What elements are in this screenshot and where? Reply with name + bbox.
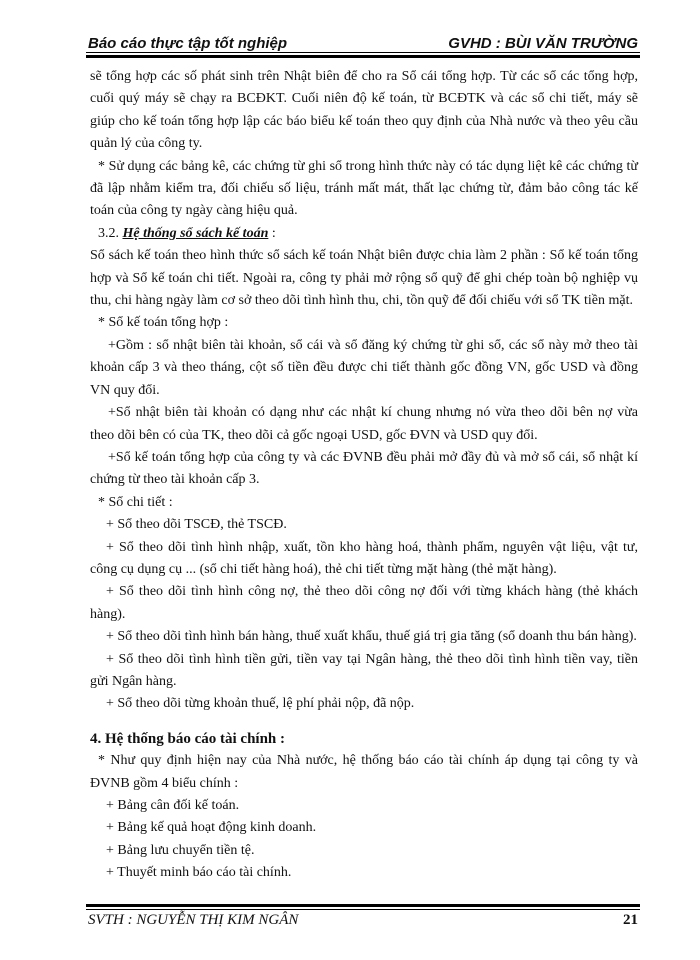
section-heading-3-2 [90, 223, 638, 245]
page-number: 21 [623, 912, 638, 928]
page-header [88, 26, 638, 52]
footer-rule-thick [86, 904, 640, 907]
list-item: + Sổ theo dõi từng khoản thuế, lệ phí phải nộp, đã nộp. [106, 696, 415, 712]
list-item: + Sổ theo dõi tình hình tiền gửi, tiền vay tại Ngân hàng, thẻ theo dõi tình hình tiền vay, tiền gửi Ngân hàng. [90, 651, 638, 689]
page-footer [88, 912, 638, 929]
list-item: +Gồm : sổ nhật biên tài khoản, sổ cái và sổ đăng ký chứng từ ghi sổ, các sổ này mở theo tài khoản cấp 3 và theo tháng, cột số tiền đều được chi tiết thành gốc đồng VN, gốc USD và đồng VN quy đổi. [90, 337, 638, 398]
header-supervisor: GVHD : BÙI VĂN TRƯỜNG [448, 35, 638, 52]
footer-student-name: SVTH : NGUYỄN THỊ KIM NGÂN [88, 912, 299, 928]
paragraph: sẽ tổng hợp các số phát sinh trên Nhật biên để cho ra Sổ cái tổng hợp. Từ các sổ các tổng hợp, cuối quý máy sẽ chạy ra BCĐKT. Cuối niên độ kế toán, từ BCĐTK và các sổ chi tiết, máy sẽ giúp cho kế toán tổng hợp lập các báo biểu kế toán theo quy định của Nhà nước và theo yêu cầu quản lý của công ty. [90, 69, 638, 152]
list-item: + Thuyết minh báo cáo tài chính. [106, 865, 292, 881]
paragraph: * Sử dụng các bảng kê, các chứng từ ghi sổ trong hình thức này có tác dụng liệt kê các chứng từ đã lập nhằm kiểm tra, đối chiếu số liệu, tránh mất mát, thất lạc chứng từ, đảm bảo công tác kế toán của công ty ngày càng hiệu quả. [90, 158, 638, 219]
list-item: + Bảng cân đối kế toán. [106, 798, 240, 813]
footer-rule-thin [86, 909, 640, 910]
list-item: + Sổ theo dõi tình hình nhập, xuất, tồn kho hàng hoá, thành phẩm, nguyên vật liệu, vật tư, công cụ dụng cụ ... (sổ chi tiết hàng hoá), thẻ chi tiết từng mặt hàng (thẻ mặt hàng). [90, 539, 638, 577]
list-item: +Sổ nhật biên tài khoản có dạng như các nhật kí chung nhưng nó vừa theo dõi bên nợ vừa theo dõi bên có của TK, theo dõi cả gốc ngoại USD, gốc ĐVN và USD quy đổi. [90, 405, 638, 443]
section-colon: : [268, 225, 276, 241]
section-number: 3.2. [98, 225, 119, 241]
list-item: + Bảng kế quả hoạt động kinh doanh. [106, 820, 317, 836]
section-heading-4: 4. Hệ thống báo cáo tài chính : [90, 730, 286, 747]
section-title: Hệ thống sổ sách kế toán [122, 225, 269, 241]
header-rule-thin [86, 52, 640, 53]
header-rule-thick [86, 55, 640, 58]
paragraph: * Như quy định hiện nay của Nhà nước, hệ thống báo cáo tài chính áp dụng tại công ty và ĐVNB gồm 4 biểu chính : [90, 753, 638, 791]
list-item: +Sổ kế toán tổng hợp của công ty và các ĐVNB đều phải mở đầy đủ và mở sổ cái, sổ nhật kí chứng từ theo tài khoản cấp 3. [90, 449, 638, 488]
subheading: * Sổ chi tiết : [98, 494, 173, 510]
list-item: + Sổ theo dõi tình hình bán hàng, thuế xuất khẩu, thuế giá trị gia tăng (sổ doanh thu bán hàng). [106, 629, 637, 645]
list-item: + Bảng lưu chuyển tiền tệ. [106, 842, 255, 858]
page-content [90, 66, 638, 885]
subheading: * Sổ kế toán tổng hợp : [98, 315, 229, 331]
paragraph: Sổ sách kế toán theo hình thức sổ sách kế toán Nhật biên được chia làm 2 phần : Sổ kế toán tổng hợp và Sổ kế toán chi tiết. Ngoài ra, công ty phải mở rộng sổ quỹ để ghi chép toàn bộ nghiệp vụ thu, chi hàng ngày làm cơ sở theo dõi tình hình thu, chi, tồn quỹ để đối chiếu với sổ TK tiền mặt. [90, 248, 638, 309]
list-item: + Sổ theo dõi tình hình công nợ, thẻ theo dõi công nợ đối với từng khách hàng (thẻ khách hàng). [90, 584, 638, 622]
header-report-title: Báo cáo thực tập tốt nghiệp [88, 35, 288, 52]
list-item: + Sổ theo dõi TSCĐ, thẻ TSCĐ. [106, 517, 287, 533]
